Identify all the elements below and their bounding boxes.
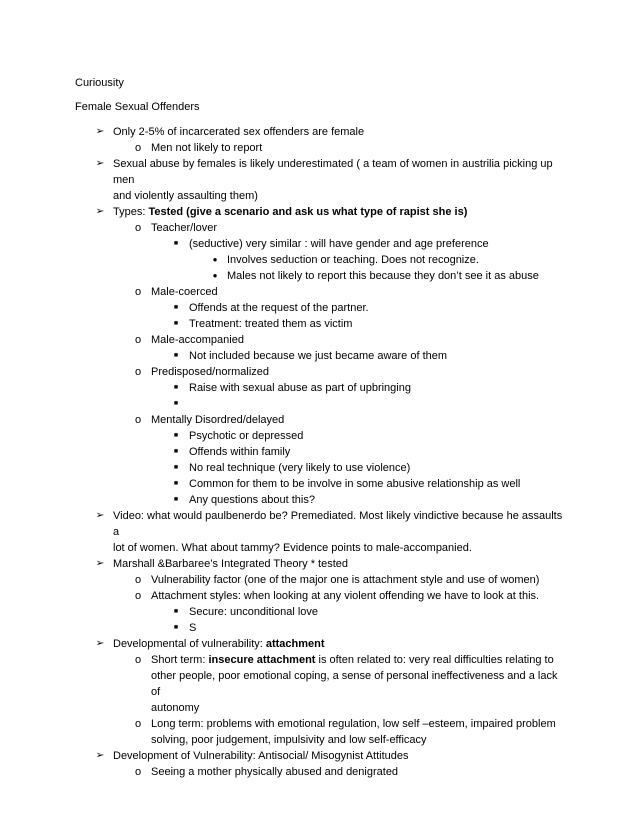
document-title: Curiousity: [75, 77, 124, 89]
list-item: [151, 476, 565, 492]
item-text-continued: other people, poor emotional coping, a sense of personal ineffectiveness and a lack of: [151, 670, 558, 698]
circle-bullet-icon: o: [134, 366, 142, 378]
arrow-bullet-icon: ➢: [95, 158, 105, 169]
empty-line: [189, 396, 565, 412]
item-text-continued: autonomy: [151, 702, 200, 714]
sub-list: [151, 300, 565, 332]
square-bullet-icon: ■: [173, 624, 179, 631]
item-text: Any questions about this?: [189, 494, 315, 506]
item-text-continued: lot of women. What about tammy? Evidence points to male-accompanied.: [113, 542, 472, 554]
item-text: Involves seduction or teaching. Does not recognize.: [227, 254, 479, 266]
list-item-empty: [151, 396, 565, 412]
dot-bullet-icon: ●: [212, 255, 218, 264]
item-text: Offends at the request of the partner.: [189, 302, 369, 314]
list-item: [113, 284, 565, 332]
sub-list: [113, 220, 565, 508]
item-text: [151, 652, 565, 668]
arrow-bullet-icon: ➢: [95, 750, 105, 761]
item-text: Attachment styles: when looking at any violent offending we have to look at this.: [151, 590, 540, 602]
list-item: [189, 252, 565, 268]
list-item: [151, 444, 565, 460]
circle-bullet-icon: o: [134, 286, 142, 298]
item-text: Not included because we just became aware of them: [189, 350, 448, 362]
item-text: Mentally Disordred/delayed: [151, 414, 285, 426]
item-text: Seeing a mother physically abused and denigrated: [151, 766, 399, 778]
item-text: S: [189, 622, 197, 634]
item-text: Predisposed/normalized: [151, 366, 270, 378]
item-text: Video: what would paulbenerdo be? Premediated. Most likely vindictive because he assaults a: [113, 510, 563, 538]
list-item: [75, 508, 565, 556]
arrow-bullet-icon: ➢: [95, 638, 105, 649]
item-text-rest: is often related to: very real difficulties relating to: [315, 654, 554, 666]
square-bullet-icon: ■: [173, 464, 179, 471]
list-item: [113, 220, 565, 284]
item-text: Treatment: treated them as victim: [189, 318, 353, 330]
sub-list: [113, 652, 565, 748]
list-item: [113, 652, 565, 716]
list-item: [151, 620, 565, 636]
item-label: Types:: [113, 206, 149, 218]
list-item: [151, 492, 565, 508]
square-bullet-icon: ■: [173, 496, 179, 503]
item-text: Common for them to be involve in some abusive relationship as well: [189, 478, 521, 490]
list-item: [75, 156, 565, 204]
arrow-bullet-icon: ➢: [95, 126, 105, 137]
square-bullet-icon: ■: [173, 448, 179, 455]
document-body: [75, 75, 565, 780]
circle-bullet-icon: o: [134, 574, 142, 586]
circle-bullet-icon: o: [134, 766, 142, 778]
circle-bullet-icon: o: [134, 654, 142, 666]
list-item: [75, 124, 565, 156]
list-item: [151, 428, 565, 444]
arrow-bullet-icon: ➢: [95, 510, 105, 521]
square-bullet-icon: ■: [173, 304, 179, 311]
item-text: Males not likely to report this because they don’t see it as abuse: [227, 270, 539, 282]
square-bullet-icon: ■: [173, 432, 179, 439]
item-text: Secure: unconditional love: [189, 606, 319, 618]
list-item: [113, 412, 565, 508]
sub-list: [151, 348, 565, 364]
item-label: Developmental of vulnerability:: [113, 638, 266, 650]
sub-list: [151, 604, 565, 636]
list-item: [151, 604, 565, 620]
list-item: [113, 364, 565, 412]
item-text-continued: and violently assaulting them): [113, 190, 258, 202]
item-text: Marshall &Barbaree’s Integrated Theory * tested: [113, 558, 349, 570]
list-item: [113, 140, 565, 156]
list-item: [113, 572, 565, 588]
sub-list: [113, 764, 565, 780]
section-heading: Female Sexual Offenders: [75, 101, 200, 113]
dot-bullet-icon: ●: [212, 271, 218, 280]
item-text: Men not likely to report: [151, 142, 263, 154]
item-text: Male-coerced: [151, 286, 218, 298]
list-item: [113, 332, 565, 364]
item-text: Teacher/lover: [151, 222, 218, 234]
list-item: [151, 348, 565, 364]
item-text: Only 2-5% of incarcerated sex offenders are female: [113, 126, 365, 138]
item-bold-text: Tested (give a scenario and ask us what type of rapist she is): [148, 206, 468, 218]
circle-bullet-icon: o: [134, 718, 142, 730]
sub-list: [113, 140, 565, 156]
circle-bullet-icon: o: [134, 222, 142, 234]
item-text-continued: solving, poor judgement, impulsivity and low self-efficacy: [151, 734, 427, 746]
main-list: [75, 124, 565, 780]
list-item: [151, 236, 565, 284]
item-text: [113, 204, 565, 220]
circle-bullet-icon: o: [134, 142, 142, 154]
list-item: [189, 268, 565, 284]
list-item: [113, 764, 565, 780]
item-text: [113, 636, 565, 652]
list-item: [75, 636, 565, 748]
item-text: Offends within family: [189, 446, 291, 458]
arrow-bullet-icon: ➢: [95, 558, 105, 569]
list-item: [151, 300, 565, 316]
square-bullet-icon: ■: [173, 480, 179, 487]
list-item: [151, 316, 565, 332]
list-item: [151, 380, 565, 396]
circle-bullet-icon: o: [134, 590, 142, 602]
square-bullet-icon: ■: [173, 320, 179, 327]
item-text: Vulnerability factor (one of the major one is attachment style and use of women): [151, 574, 540, 586]
item-text: Sexual abuse by females is likely underestimated ( a team of women in austrilia picking up men: [113, 158, 553, 186]
item-label: Short term:: [151, 654, 209, 666]
item-text: Psychotic or depressed: [189, 430, 304, 442]
item-text: (seductive) very similar : will have gender and age preference: [189, 238, 489, 250]
square-bullet-icon: ■: [173, 240, 179, 247]
square-bullet-icon: ■: [173, 608, 179, 615]
sub-list: [113, 572, 565, 636]
item-text: Long term: problems with emotional regulation, low self –esteem, impaired problem: [151, 718, 556, 730]
arrow-bullet-icon: ➢: [95, 206, 105, 217]
sub-list: [151, 236, 565, 284]
item-bold-text: insecure attachment: [208, 654, 316, 666]
square-bullet-icon: ■: [173, 352, 179, 359]
item-text: Male-accompanied: [151, 334, 244, 346]
sub-list: [151, 380, 565, 412]
sub-list: [151, 428, 565, 508]
list-item: [75, 748, 565, 780]
item-text: Raise with sexual abuse as part of upbringing: [189, 382, 411, 394]
square-bullet-icon: ■: [173, 400, 179, 407]
list-item: [113, 588, 565, 636]
list-item: [75, 556, 565, 636]
circle-bullet-icon: o: [134, 414, 142, 426]
square-bullet-icon: ■: [173, 384, 179, 391]
item-text: No real technique (very likely to use violence): [189, 462, 411, 474]
circle-bullet-icon: o: [134, 334, 142, 346]
item-bold-text: attachment: [265, 638, 325, 650]
list-item: [75, 204, 565, 508]
sub-list: [189, 252, 565, 284]
item-text: Development of Vulnerability: Antisocial/ Misogynist Attitudes: [113, 750, 409, 762]
list-item: [151, 460, 565, 476]
list-item: [113, 716, 565, 748]
